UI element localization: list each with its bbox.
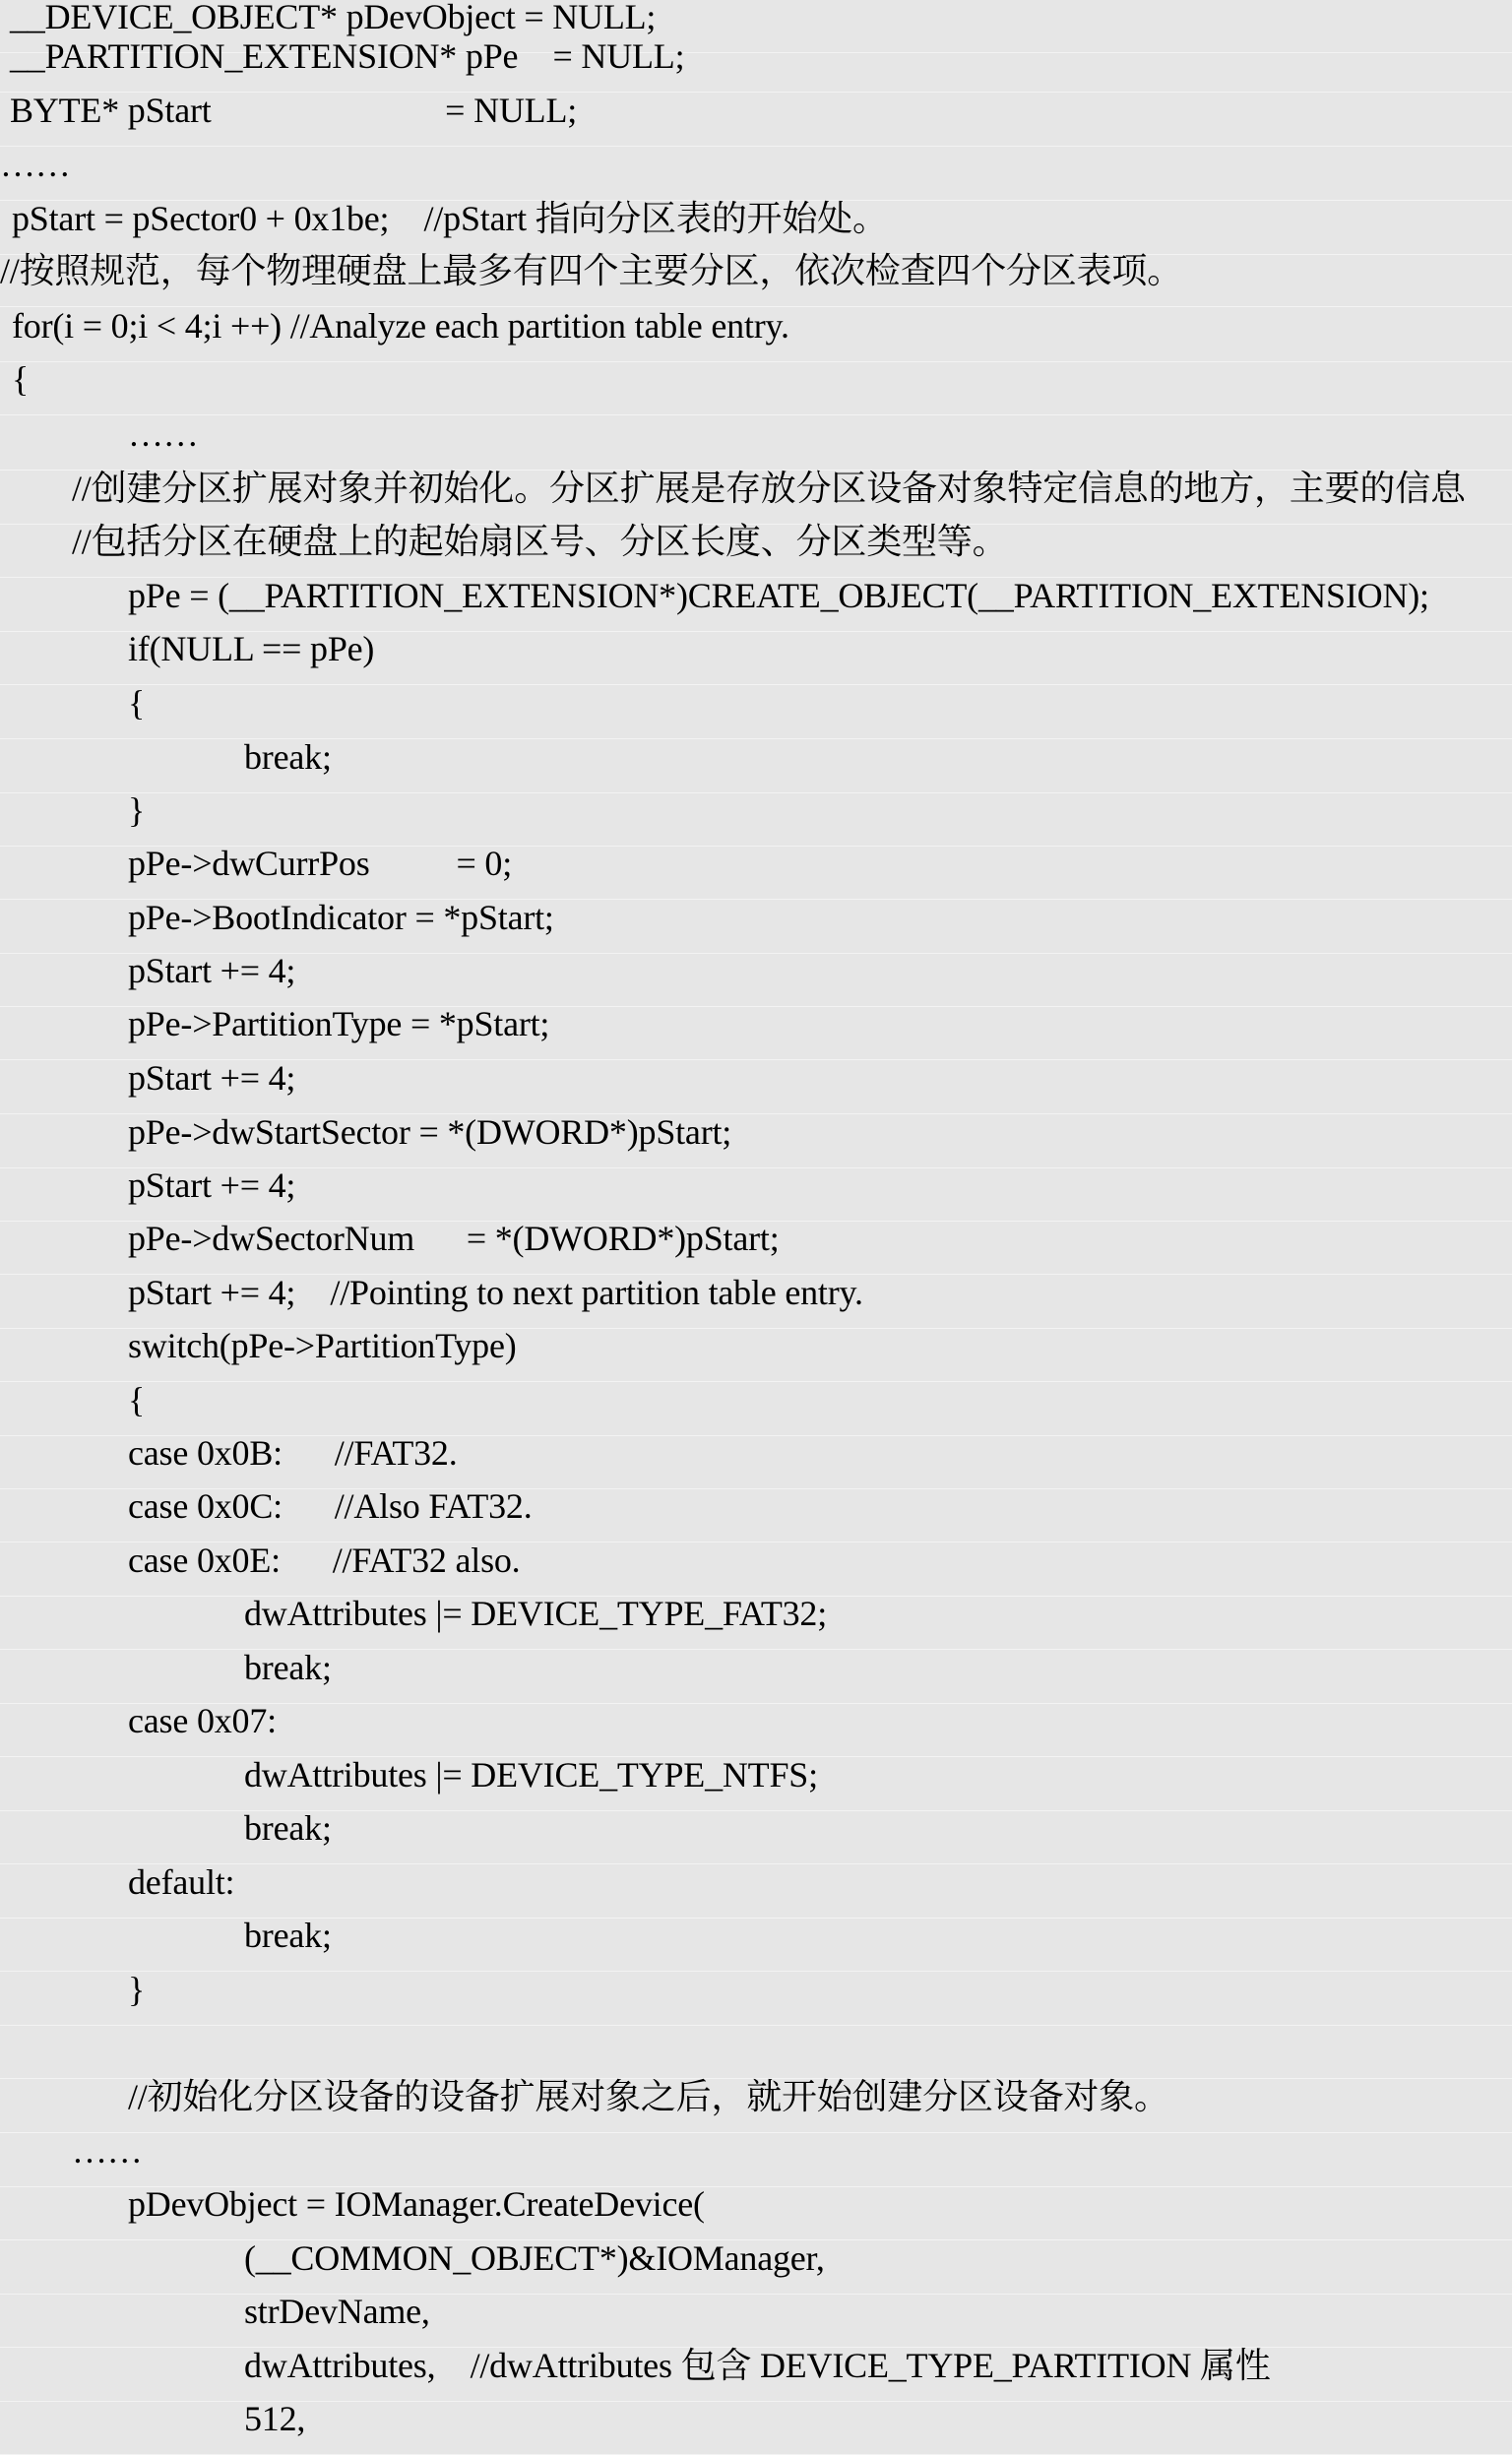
code-line-text: //初始化分区设备的设备扩展对象之后，就开始创建分区设备对象。 (128, 2077, 1169, 2116)
code-line (0, 1543, 1512, 1597)
code-line (0, 1755, 1512, 1811)
code-line-text: { (12, 359, 30, 399)
code-line-text: //按照规范，每个物理硬盘上最多有四个主要分区，依次检查四个分区表项。 (0, 251, 1183, 290)
code-line (0, 306, 1512, 362)
code-line-text: pPe = (__PARTITION_EXTENSION*)CREATE_OBJECT(__PARTITION_EXTENSION); (128, 576, 1429, 615)
code-line (0, 898, 1512, 954)
code-line-text: switch(pPe->PartitionType) (128, 1326, 517, 1365)
code-line-text: dwAttributes |= DEVICE_TYPE_NTFS; (244, 1755, 818, 1794)
code-line (0, 1326, 1512, 1382)
code-line-text: break; (244, 737, 332, 777)
code-line (0, 1165, 1512, 1222)
code-line-text: break; (244, 1916, 332, 1955)
code-line-text: case 0x0C: //Also FAT32. (128, 1486, 533, 1526)
code-line-text: pStart += 4; (128, 1165, 296, 1205)
code-line-text: pStart += 4; (128, 951, 296, 990)
code-line-text: //包括分区在硬盘上的起始扇区号、分区长度、分区类型等。 (72, 522, 1008, 561)
code-line-text: break; (244, 1808, 332, 1848)
code-line-text: { (128, 683, 146, 723)
code-line-text: …… (0, 145, 71, 184)
code-line (0, 2292, 1512, 2348)
code-line-text: __PARTITION_EXTENSION* pPe = NULL; (10, 36, 685, 76)
code-line (0, 1701, 1512, 1757)
code-line-text: pStart = pSector0 + 0x1be; //pStart 指向分区表的开始处。 (12, 199, 888, 238)
code-line (0, 2238, 1512, 2295)
code-line-text: …… (128, 414, 199, 454)
code-line-text: case 0x0E: //FAT32 also. (128, 1541, 521, 1580)
code-line-text: pStart += 4; (128, 1058, 296, 1098)
code-line (0, 2077, 1512, 2133)
code-line (0, 414, 1512, 471)
code-line (0, 951, 1512, 1007)
code-line-text: dwAttributes, //dwAttributes 包含 DEVICE_TYPE_PARTITION 属性 (244, 2346, 1271, 2385)
code-line (0, 844, 1512, 900)
code-line-text: //创建分区扩展对象并初始化。分区扩展是存放分区设备对象特定信息的地方，主要的信息 (72, 469, 1466, 508)
code-line-text: break; (244, 1648, 332, 1687)
code-line (0, 2399, 1512, 2455)
code-line-text: pDevObject = IOManager.CreateDevice( (128, 2184, 705, 2224)
code-line (0, 1380, 1512, 1436)
code-line (0, 1916, 1512, 1972)
code-line (0, 469, 1512, 525)
code-line-text: pPe->PartitionType = *pStart; (128, 1004, 550, 1043)
code-line (0, 737, 1512, 793)
code-line (0, 522, 1512, 578)
code-line (0, 145, 1512, 201)
code-line (0, 1648, 1512, 1704)
code-line-text: } (128, 790, 146, 830)
code-line-text: BYTE* pStart = NULL; (10, 91, 578, 130)
code-line-text: pStart += 4; //Pointing to next partition table entry. (128, 1273, 863, 1312)
code-line-text: for(i = 0;i < 4;i ++) //Analyze each partition table entry. (12, 306, 789, 346)
code-line-text: } (128, 1970, 146, 2009)
code-line-text: 512, (244, 2399, 306, 2438)
code-line (0, 1433, 1512, 1489)
code-line-text: default: (128, 1862, 235, 1902)
code-line-text: __DEVICE_OBJECT* pDevObject = NULL; (10, 0, 657, 36)
code-line (0, 1486, 1512, 1542)
code-line (0, 1862, 1512, 1919)
code-line-text: dwAttributes |= DEVICE_TYPE_FAT32; (244, 1594, 828, 1633)
code-line (0, 1970, 1512, 2026)
code-line-text: pPe->dwStartSector = *(DWORD*)pStart; (128, 1112, 732, 1152)
code-line (0, 1273, 1512, 1329)
code-line-text: case 0x07: (128, 1701, 277, 1740)
code-line-text: pPe->dwSectorNum = *(DWORD*)pStart; (128, 1219, 780, 1258)
code-line (0, 2346, 1512, 2402)
code-line (0, 1058, 1512, 1114)
code-line (0, 2184, 1512, 2240)
code-line-text: (__COMMON_OBJECT*)&IOManager, (244, 2238, 825, 2278)
code-line (0, 576, 1512, 632)
code-line (0, 2026, 1512, 2079)
code-line (0, 359, 1512, 415)
code-line (0, 1112, 1512, 1168)
code-line-text: case 0x0B: //FAT32. (128, 1433, 458, 1473)
code-line-text: pPe->BootIndicator = *pStart; (128, 898, 554, 937)
code-line (0, 629, 1512, 685)
code-line (0, 36, 1512, 93)
code-line (0, 251, 1512, 307)
code-line-text: strDevName, (244, 2292, 430, 2331)
code-line (0, 1004, 1512, 1060)
code-line (0, 1594, 1512, 1650)
code-line (0, 91, 1512, 147)
code-line (0, 683, 1512, 739)
code-line-text: …… (72, 2131, 143, 2171)
code-line (0, 1808, 1512, 1864)
code-line-text: if(NULL == pPe) (128, 629, 375, 668)
code-line (0, 1219, 1512, 1275)
code-line (0, 790, 1512, 847)
code-line-text: pPe->dwCurrPos = 0; (128, 844, 513, 883)
code-line (0, 2131, 1512, 2187)
code-line-text: { (128, 1380, 146, 1419)
code-line (0, 199, 1512, 255)
